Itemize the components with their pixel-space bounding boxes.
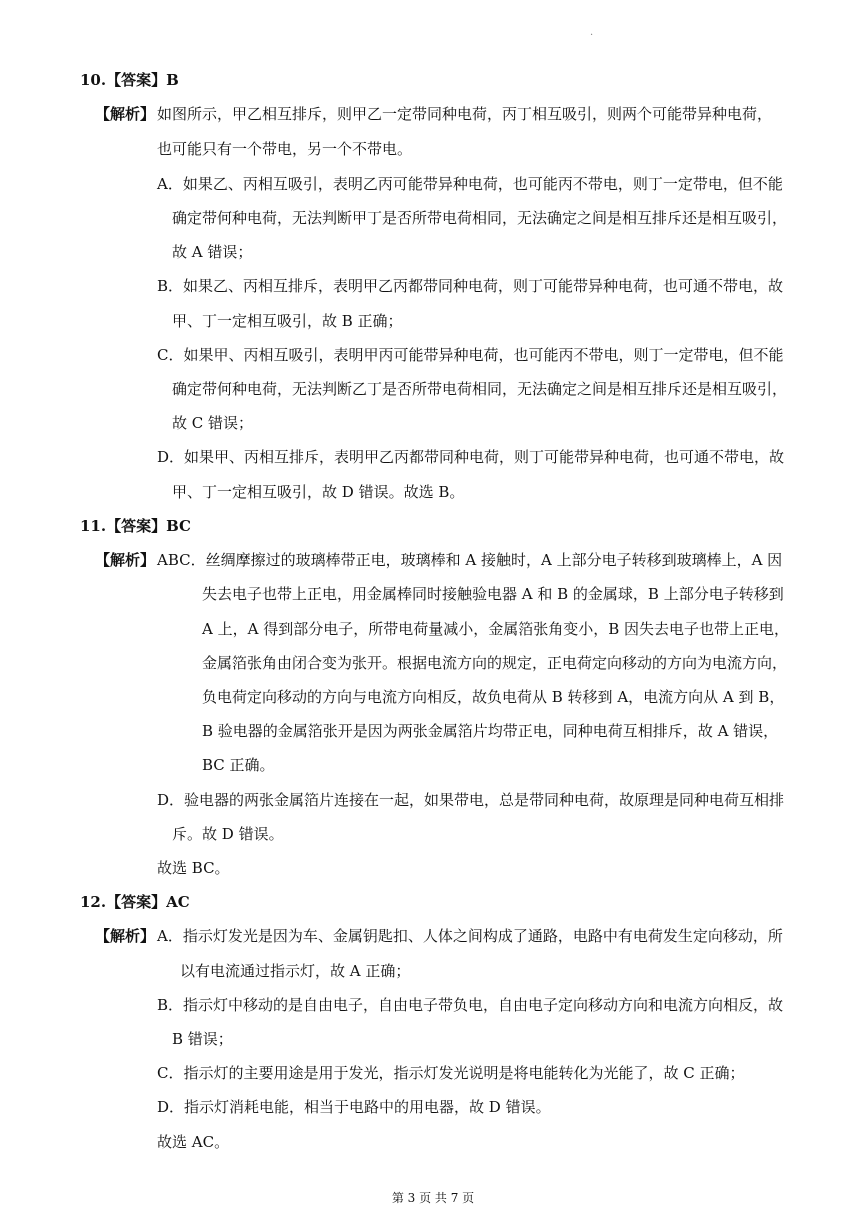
- page-marker-dot: ·: [590, 30, 594, 41]
- q11-abc-line-2: 失去电子也带上正电，用金属棒同时接触验电器 A 和 B 的金属球，B 上部分电子转移到: [202, 585, 784, 603]
- q12-conclusion: 故选 AC。: [157, 1133, 230, 1151]
- q11-option-d-line-2: 斥。故 D 错误。: [172, 825, 284, 843]
- q11-abc-line-4: 金属箔张角由闭合变为张开。根据电流方向的规定，正电荷定向移动的方向为电流方向，: [202, 654, 788, 672]
- q11-abc-line-6: B 验电器的金属箔张开是因为两张金属箔片均带正电，同种电荷互相排斥，故 A 错误，: [202, 722, 779, 740]
- q12-option-a-line-2: 以有电流通过指示灯，故 A 正确；: [180, 962, 411, 980]
- q10-answer-header: 10.【答案】B: [80, 71, 179, 89]
- q11-abc-line-3: A 上，A 得到部分电子，所带电荷量减小，金属箔张角变小，B 因失去电子也带上正电，: [202, 620, 789, 638]
- q11-abc-line-7: BC 正确。: [202, 756, 275, 774]
- q12-option-c: C．指示灯的主要用途是用于发光，指示灯发光说明是将电能转化为光能了，故 C 正确；: [157, 1064, 745, 1082]
- q12-analysis-label: 【解析】: [95, 927, 156, 945]
- q11-answer-header: 11.【答案】BC: [80, 517, 191, 535]
- q11-abc-line-1: ABC．丝绸摩擦过的玻璃棒带正电，玻璃棒和 A 接触时，A 上部分电子转移到玻璃棒上，A 因: [157, 551, 783, 569]
- q11-analysis-label: 【解析】: [95, 551, 156, 569]
- q12-answer-header: 12.【答案】AC: [80, 893, 190, 911]
- q12-option-b-line-1: B．指示灯中移动的是自由电子，自由电子带负电，自由电子定向移动方向和电流方向相反，故: [157, 996, 784, 1014]
- q12-option-b-line-2: B 错误；: [172, 1030, 233, 1048]
- q11-option-d-line-1: D．验电器的两张金属箔片连接在一起，如果带电，总是带同种电荷，故原理是同种电荷互相排: [157, 791, 785, 809]
- q10-option-c-line-1: C．如果甲、丙相互吸引，表明甲丙可能带异种电荷，也可能丙不带电，则丁一定带电，但不能: [157, 346, 784, 364]
- q10-option-a-line-2: 确定带何种电荷，无法判断甲丁是否所带电荷相同，无法确定之间是相互排斥还是相互吸引，: [172, 209, 788, 227]
- q11-abc-line-5: 负电荷定向移动的方向与电流方向相反，故负电荷从 B 转移到 A，电流方向从 A 到 B，: [202, 688, 785, 706]
- q10-intro-line-1: 如图所示，甲乙相互排斥，则甲乙一定带同种电荷，丙丁相互吸引，则两个可能带异种电荷，: [157, 105, 773, 123]
- q10-intro-line-2: 也可能只有一个带电，另一个不带电。: [157, 140, 413, 158]
- q10-analysis-label: 【解析】: [95, 105, 156, 123]
- q10-option-a-line-1: A．如果乙、丙相互吸引，表明乙丙可能带异种电荷，也可能丙不带电，则丁一定带电，但不能: [157, 175, 783, 193]
- q12-option-a-line-1: A．指示灯发光是因为车、金属钥匙扣、人体之间构成了通路，电路中有电荷发生定向移动，所: [157, 927, 783, 945]
- q10-option-d-line-1: D．如果甲、丙相互排斥，表明甲乙丙都带同种电荷，则丁可能带异种电荷，也可通不带电，故: [157, 448, 785, 466]
- q10-option-b-line-1: B．如果乙、丙相互排斥，表明甲乙丙都带同种电荷，则丁可能带异种电荷，也可通不带电，故: [157, 277, 784, 295]
- page-footer: 第 3 页 共 7 页: [391, 1191, 475, 1205]
- q10-option-a-line-3: 故 A 错误；: [172, 243, 253, 261]
- q10-option-c-line-2: 确定带何种电荷，无法判断乙丁是否所带电荷相同，无法确定之间是相互排斥还是相互吸引，: [172, 380, 788, 398]
- q10-option-b-line-2: 甲、丁一定相互吸引，故 B 正确；: [172, 312, 403, 330]
- q10-option-c-line-3: 故 C 错误；: [172, 414, 254, 432]
- q11-conclusion: 故选 BC。: [157, 859, 230, 877]
- q12-option-d: D．指示灯消耗电能，相当于电路中的用电器，故 D 错误。: [157, 1098, 551, 1116]
- q10-option-d-line-2: 甲、丁一定相互吸引，故 D 错误。故选 B。: [172, 483, 465, 501]
